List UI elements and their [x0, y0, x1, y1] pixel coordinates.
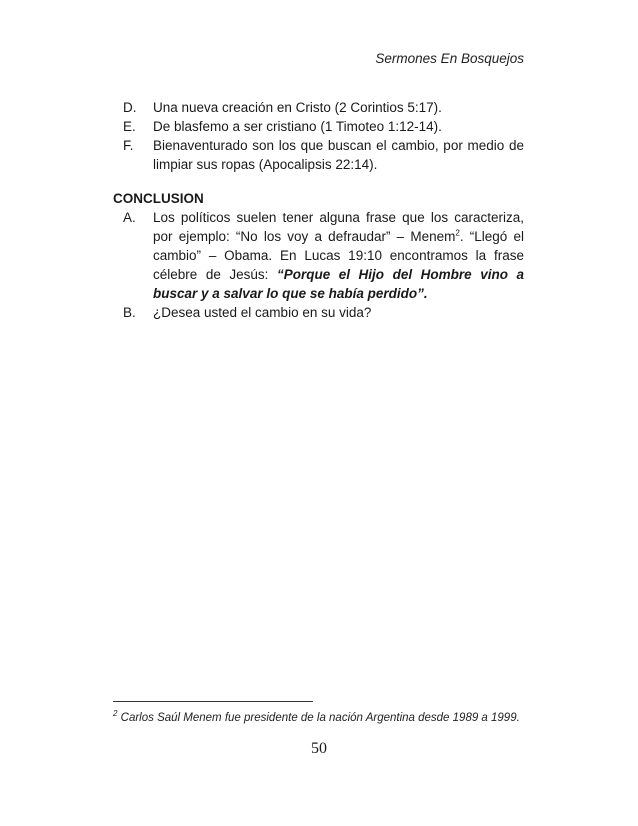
page-content — [113, 98, 524, 322]
footnote-ref: 2 — [455, 228, 460, 238]
list-letter: B. — [123, 305, 136, 320]
list-item — [113, 208, 524, 303]
list-item — [113, 303, 524, 322]
list-letter: A. — [123, 210, 136, 225]
running-header: Sermones En Bosquejos — [375, 51, 524, 66]
list-text: ¿Desea usted el cambio en su vida? — [153, 305, 372, 320]
footnote-marker: 2 — [113, 709, 118, 719]
list-item — [113, 117, 524, 136]
list-item — [113, 136, 524, 174]
text-part: . “Llegó el cambio” – Obama. En Lucas 19:10 encontramos la frase célebre de Jesús: — [153, 229, 524, 282]
list-letter: D. — [123, 100, 137, 115]
list-text: De blasfemo a ser cristiano (1 Timoteo 1:12-14). — [153, 119, 442, 134]
page-number: 50 — [311, 740, 327, 757]
list-letter: E. — [123, 119, 136, 134]
list-text — [153, 208, 524, 303]
section-title: CONCLUSION — [113, 191, 204, 206]
bible-quote: “Porque el Hijo del Hombre vino a buscar y a salvar lo que se había perdido”. — [153, 267, 525, 301]
list-text: Bienaventurado son los que buscan el cambio, por medio de limpiar sus ropas (Apocalipsis 22:14). — [153, 138, 524, 172]
text-part: Los políticos suelen tener alguna frase que los caracteriza, por ejemplo: “No los voy a defraudar” – Menem — [153, 210, 524, 244]
list-item — [113, 98, 524, 117]
list-letter: F. — [123, 138, 134, 153]
footnote-text: Carlos Saúl Menem fue presidente de la nación Argentina desde 1989 a 1999. — [117, 712, 520, 724]
footnote — [113, 709, 520, 724]
footnote-divider — [113, 701, 313, 702]
list-text: Una nueva creación en Cristo (2 Corintios 5:17). — [153, 100, 442, 115]
